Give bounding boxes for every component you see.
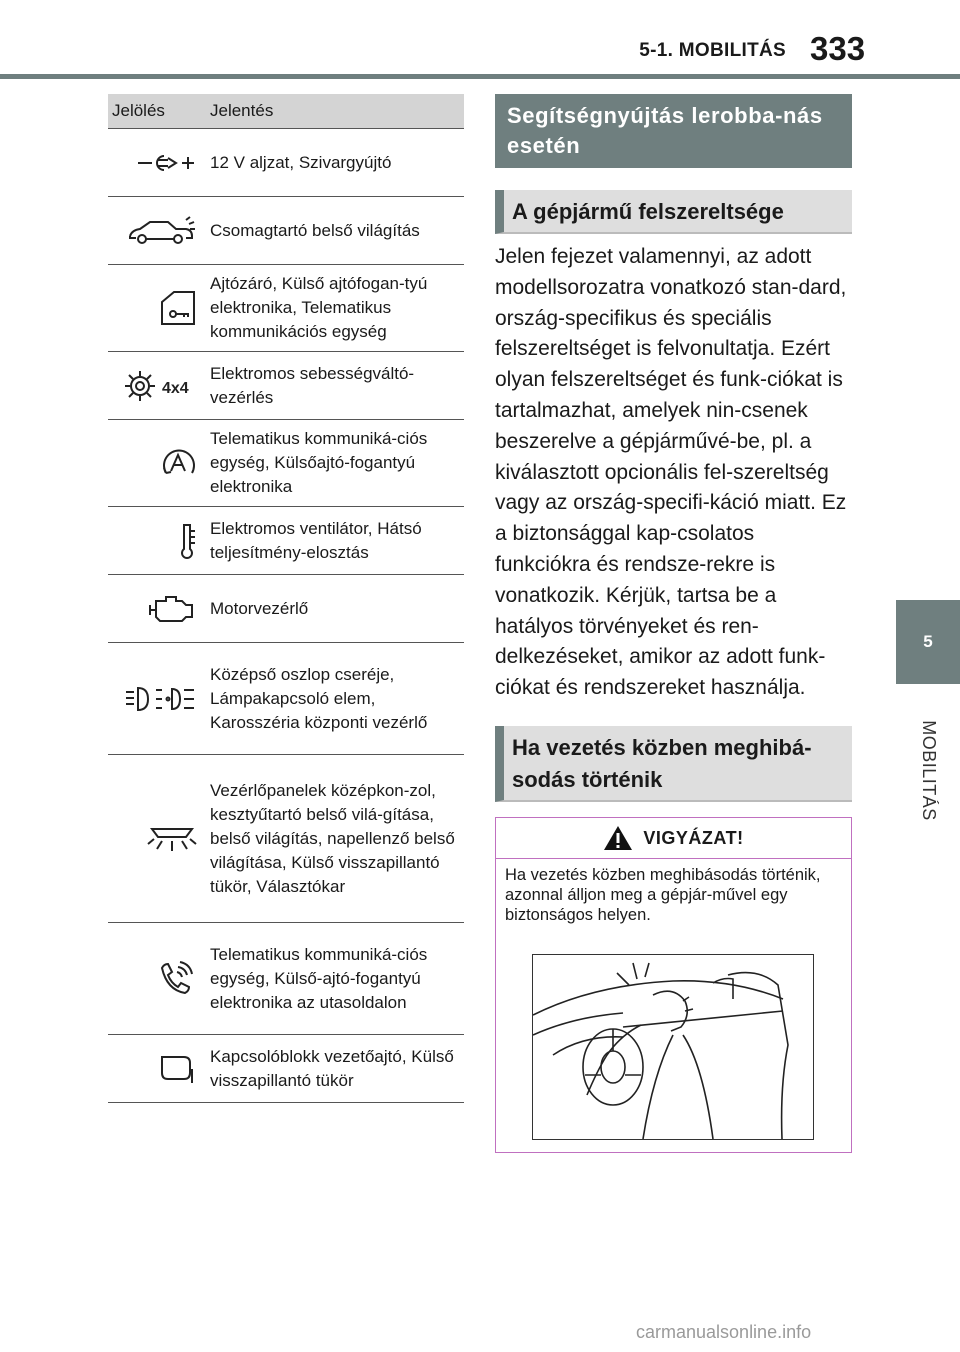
table-cell-meaning: Telematikus kommuniká-ciós egység, Külső-ajtó-fogantyú elektronika az utasoldalon [208,923,464,1035]
table-row [108,507,464,575]
table-cell-meaning: 12 V aljzat, Szivargyújtó [208,129,464,197]
table-cell-meaning: Csomagtartó belső világítás [208,197,464,265]
mirror-icon [158,1051,198,1087]
car-trunk-light-icon [126,216,198,246]
table-row [108,575,464,643]
headlamp-icon [124,684,198,714]
table-row [108,265,464,352]
table-row [108,755,464,923]
phone-wave-icon [156,958,198,1000]
warning-header [496,818,851,859]
subheading-breakdown: Ha vezetés közben meghibá-sodás történik [495,726,852,802]
warning-title: VIGYÁZAT! [643,827,744,848]
warning-box [495,817,852,1153]
table-cell-meaning: Ajtózáró, Külső ajtófogan-tyú elektronika, Telematikus kommunikációs egység [208,265,464,352]
table-row [108,1035,464,1103]
watermark: carmanualsonline.info [636,1322,812,1342]
chapter-label: MOBILITÁS [918,719,939,821]
table-cell-meaning: Elektromos ventilátor, Hátsó teljesítmény-elosztás [208,507,464,575]
section-banner: Segítségnyújtás lerobba-nás esetén [495,94,852,168]
page-number: 333 [810,30,866,67]
driver-illustration [532,954,814,1140]
symbol-table [108,94,464,1103]
driver-illustration-drawing [533,955,813,1139]
table-row [108,923,464,1035]
chapter-number: 5 [923,632,933,651]
table-cell-meaning: Vezérlőpanelek középkon-zol, kesztyűtartó belső vilá-gítása, belső világítás, napellenző belső világítása, Külső visszapillantó tükör, Választókar [208,755,464,923]
socket-icon [136,151,198,175]
gear-4x4-icon [124,368,198,404]
subheading-equipment: A gépjármű felszereltsége [495,190,852,234]
thermometer-icon [176,521,198,561]
engine-icon [148,591,198,627]
section-title: 5-1. MOBILITÁS [639,40,786,61]
table-row [108,197,464,265]
warning-triangle-icon [603,825,633,851]
door-key-icon [158,288,198,328]
table-cell-meaning: Középső oszlop cseréje, Lámpakapcsoló elem, Karosszéria központi vezérlő [208,643,464,755]
table-row [108,129,464,197]
table-cell-meaning: Telematikus kommuniká-ciós egység, Külsőajtó-fogantyú elektronika [208,420,464,507]
table-cell-meaning: Kapcsolóblokk vezetőajtó, Külső visszapillantó tükör [208,1035,464,1103]
auto-circle-icon [158,443,198,483]
svg-text:4x4: 4x4 [162,379,189,397]
table-row [108,420,464,507]
column-header-symbol: Jelölés [108,94,208,129]
table-header-row [108,94,464,129]
dome-light-icon [146,821,198,857]
table-row [108,352,464,420]
body-paragraph: Jelen fejezet valamennyi, az adott modellsorozatra vonatkozó stan-dard, ország-specifikus és speciális felszereltséget is felvonultatja. Ezért olyan felszereltséget és funk-ciókat is tartalmazhat, amelyek nin-csenek beszerelve a gépjárművé-be, pl. a kiválasztott opcionális fel-szereltség vagy az ország-specifi-káció miatt. Ez a biztonsággal kap-csolatos funkciókra és rendsze-rekre is vonatkozik. Kérjük, tartsa be a hatályos törvényeket és ren-delkezéseket, amikor az adott funk-ciókat és rendszereket használja. [495,245,847,700]
column-header-meaning: Jelentés [208,94,464,129]
header-rule [0,74,960,79]
chapter-tab[interactable] [896,600,960,684]
table-row [108,643,464,755]
warning-text: Ha vezetés közben meghibásodás történik, azonnal álljon meg a gépjár-művel egy biztonságos helyen. [505,866,821,924]
table-cell-meaning: Elektromos sebességváltó-vezérlés [208,352,464,420]
table-cell-meaning: Motorvezérlő [208,575,464,643]
